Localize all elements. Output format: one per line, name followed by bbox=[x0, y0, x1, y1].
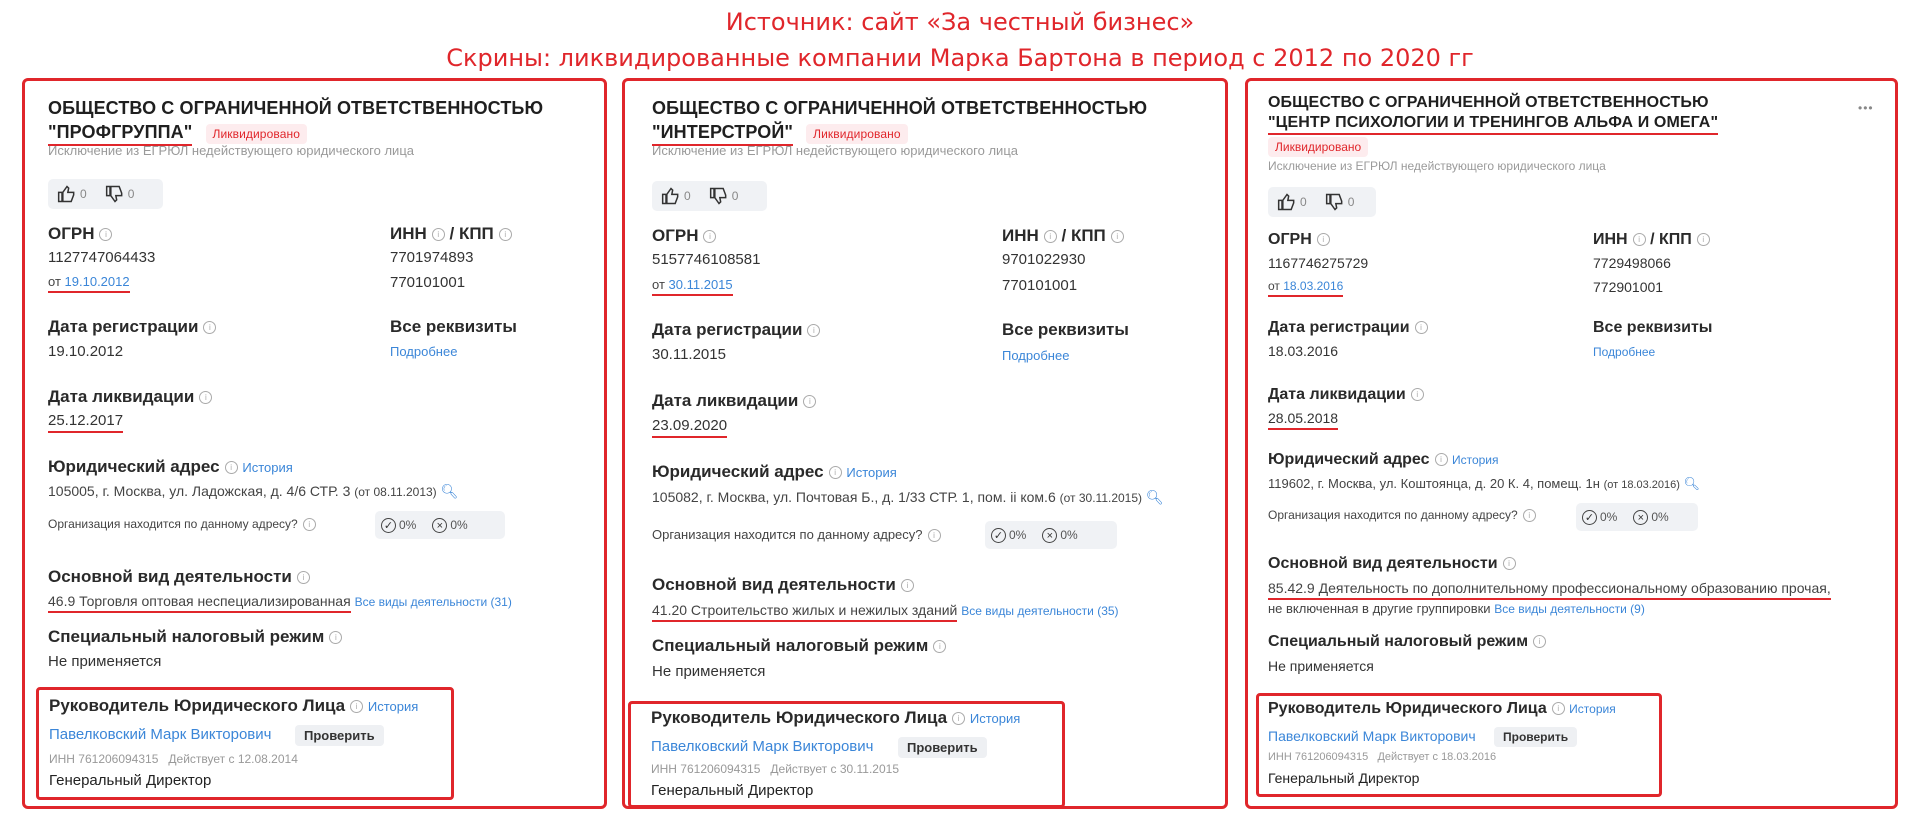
status-subtitle: Исключение из ЕГРЮЛ недействующего юридического лица bbox=[652, 143, 1018, 158]
check-icon: ✓ bbox=[381, 518, 396, 533]
deny-address-button[interactable]: × 0% bbox=[1627, 510, 1674, 525]
dislike-button[interactable]: 0 bbox=[1316, 192, 1364, 212]
reg-date-value: 19.10.2012 bbox=[48, 343, 124, 360]
manager-name-link[interactable]: Павелковский Марк Викторович bbox=[49, 726, 272, 743]
info-icon[interactable]: i bbox=[1533, 635, 1546, 648]
thumbs-up-icon bbox=[1277, 192, 1297, 212]
info-icon[interactable]: i bbox=[203, 321, 216, 334]
cross-icon: × bbox=[1042, 528, 1057, 543]
more-menu-icon[interactable]: ••• bbox=[1858, 101, 1874, 115]
history-link[interactable]: История bbox=[242, 460, 293, 475]
company-name: "ЦЕНТР ПСИХОЛОГИИ И ТРЕНИНГОВ АЛЬФА И ОМЕГА" bbox=[1268, 114, 1718, 135]
status-badge: Ликвидировано bbox=[1268, 137, 1368, 157]
status-badge: Ликвидировано bbox=[206, 124, 307, 144]
confirm-address-button[interactable]: ✓ 0% bbox=[375, 518, 422, 533]
liq-date-value: 25.12.2017 bbox=[48, 412, 123, 433]
ogrn-label: ОГРН i bbox=[48, 224, 112, 244]
manager-name-link[interactable]: Павелковский Марк Викторович bbox=[651, 738, 874, 755]
company-name: "ПРОФГРУППА" bbox=[48, 122, 192, 146]
check-button[interactable]: Проверить bbox=[898, 737, 987, 758]
reg-date-label: Дата регистрации i bbox=[48, 317, 216, 337]
search-icon[interactable]: 🔍︎ bbox=[1683, 476, 1701, 491]
info-icon[interactable]: i bbox=[1411, 388, 1424, 401]
more-link[interactable]: Подробнее bbox=[1593, 345, 1656, 359]
like-button[interactable]: 0 bbox=[48, 184, 96, 204]
manager-label: Руководитель Юридического Лица i История bbox=[651, 708, 1021, 727]
address-vote bbox=[1576, 503, 1698, 531]
header-source: Источник: сайт «За честный бизнес» bbox=[725, 8, 1195, 36]
info-icon[interactable]: i bbox=[1435, 453, 1448, 466]
manager-label: Руководитель Юридического Лица i История bbox=[1268, 700, 1616, 717]
info-icon[interactable]: i bbox=[703, 230, 716, 243]
activity-value: 85.42.9 Деятельность по дополнительному профессиональному образованию прочая, bbox=[1268, 580, 1831, 596]
tax-label: Специальный налоговый режим i bbox=[48, 627, 342, 647]
info-icon[interactable]: i bbox=[1503, 557, 1516, 570]
info-icon[interactable]: i bbox=[1317, 233, 1330, 246]
history-link[interactable]: История bbox=[367, 699, 419, 714]
inn-kpp-label: ИНН i / КПП i bbox=[1002, 226, 1124, 246]
thumbs-up-icon bbox=[57, 184, 77, 204]
ogrn-value: 5157746108581 bbox=[652, 251, 761, 268]
all-activities-link[interactable]: Все виды деятельности (35) bbox=[961, 604, 1119, 618]
manager-meta: ИНН 761206094315 Действует с 12.08.2014 bbox=[49, 752, 298, 766]
company-title: ОБЩЕСТВО С ОГРАНИЧЕННОЙ ОТВЕТСТВЕННОСТЬЮ "ПРОФГРУППА" Ликвидировано bbox=[48, 97, 543, 144]
ogrn-label: ОГРН i bbox=[652, 226, 716, 246]
cross-icon: × bbox=[432, 518, 447, 533]
company-title: ОБЩЕСТВО С ОГРАНИЧЕННОЙ ОТВЕТСТВЕННОСТЬЮ "ЦЕНТР ПСИХОЛОГИИ И ТРЕНИНГОВ АЛЬФА И ОМЕГА" bbox=[1268, 93, 1718, 133]
manager-label: Руководитель Юридического Лица i История bbox=[49, 696, 419, 715]
company-name: "ИНТЕРСТРОЙ" bbox=[652, 122, 793, 146]
manager-role: Генеральный Директор bbox=[651, 782, 814, 799]
tax-label: Специальный налоговый режим i bbox=[1268, 633, 1546, 651]
info-icon[interactable]: i bbox=[329, 631, 342, 644]
ogrn-value: 1127747064433 bbox=[48, 249, 156, 266]
ogrn-label: ОГРН i bbox=[1268, 231, 1330, 249]
thumbs-down-icon bbox=[709, 186, 729, 206]
dislike-button[interactable]: 0 bbox=[700, 186, 748, 206]
requisites-label: Все реквизиты bbox=[390, 317, 517, 336]
info-icon[interactable]: i bbox=[933, 640, 946, 653]
manager-role: Генеральный Директор bbox=[1268, 770, 1420, 786]
reg-date-value: 30.11.2015 bbox=[652, 346, 726, 363]
history-link[interactable]: История bbox=[1569, 702, 1616, 716]
info-icon[interactable]: i bbox=[1523, 509, 1536, 522]
info-icon[interactable]: i bbox=[1633, 233, 1646, 246]
status-subtitle: Исключение из ЕГРЮЛ недействующего юридического лица bbox=[1268, 159, 1606, 173]
tax-label: Специальный налоговый режим i bbox=[652, 636, 946, 656]
thumbs-down-icon bbox=[105, 184, 125, 204]
status-badge: Ликвидировано bbox=[806, 124, 907, 144]
info-icon[interactable]: i bbox=[303, 518, 316, 531]
company-card-2 bbox=[622, 78, 1228, 809]
inn-kpp-label: ИНН i / КПП i bbox=[1593, 231, 1710, 249]
manager-meta: ИНН 761206094315 Действует с 18.03.2016 bbox=[1268, 751, 1497, 763]
ogrn-value: 1167746275729 bbox=[1268, 255, 1369, 271]
address-vote bbox=[375, 511, 505, 539]
tax-value: Не применяется bbox=[652, 663, 766, 680]
tax-value: Не применяется bbox=[48, 653, 162, 670]
manager-section bbox=[36, 687, 454, 800]
info-icon[interactable]: i bbox=[99, 228, 112, 241]
info-icon[interactable]: i bbox=[225, 461, 238, 474]
info-icon[interactable]: i bbox=[807, 324, 820, 337]
info-icon[interactable]: i bbox=[432, 228, 445, 241]
thumbs-down-icon bbox=[1325, 192, 1345, 212]
address-label: Юридический адрес i История bbox=[1268, 451, 1499, 468]
info-icon[interactable]: i bbox=[1697, 233, 1710, 246]
search-icon[interactable]: 🔍︎ bbox=[1145, 489, 1164, 505]
check-icon: ✓ bbox=[991, 528, 1006, 543]
liq-date-value: 23.09.2020 bbox=[652, 417, 727, 438]
all-activities-link[interactable]: Все виды деятельности (31) bbox=[354, 595, 512, 609]
address-label: Юридический адрес i История bbox=[48, 457, 293, 476]
requisites-label: Все реквизиты bbox=[1593, 319, 1713, 336]
more-link[interactable]: Подробнее bbox=[1002, 348, 1070, 363]
check-button[interactable]: Проверить bbox=[295, 725, 384, 746]
more-link[interactable]: Подробнее bbox=[390, 344, 458, 359]
company-title: ОБЩЕСТВО С ОГРАНИЧЕННОЙ ОТВЕТСТВЕННОСТЬЮ "ИНТЕРСТРОЙ" Ликвидировано bbox=[652, 97, 1147, 144]
info-icon[interactable]: i bbox=[297, 571, 310, 584]
address-label: Юридический адрес i История bbox=[652, 462, 897, 481]
liq-date-value: 28.05.2018 bbox=[1268, 410, 1338, 430]
kpp-value: 770101001 bbox=[1002, 277, 1078, 294]
cross-icon: × bbox=[1633, 510, 1648, 525]
inn-kpp-label: ИНН i / КПП i bbox=[390, 224, 512, 244]
address-value: 105082, г. Москва, ул. Почтовая Б., д. 1/33 СТР. 1, пом. ii ком.6 (от 30.11.2015) 🔍︎ bbox=[652, 489, 1164, 505]
reg-date-value: 18.03.2016 bbox=[1268, 343, 1339, 359]
deny-address-button[interactable]: × 0% bbox=[426, 518, 473, 533]
confirm-address-button[interactable]: ✓ 0% bbox=[1576, 510, 1623, 525]
info-icon[interactable]: i bbox=[1111, 230, 1124, 243]
thumbs-up-icon bbox=[661, 186, 681, 206]
activity-value-cont: не включенная в другие группировки Все виды деятельности (9) bbox=[1268, 601, 1645, 616]
ogrn-date: от 19.10.2012 bbox=[48, 274, 130, 289]
info-icon[interactable]: i bbox=[1552, 702, 1565, 715]
search-icon[interactable]: 🔍︎ bbox=[440, 483, 459, 499]
vote-bar bbox=[48, 179, 163, 209]
status-badge-wrap bbox=[1268, 137, 1368, 157]
status-subtitle: Исключение из ЕГРЮЛ недействующего юридического лица bbox=[48, 143, 414, 158]
manager-role: Генеральный Директор bbox=[49, 772, 212, 789]
activity-value: 41.20 Строительство жилых и нежилых зданий Все виды деятельности (35) bbox=[652, 602, 1119, 618]
vote-bar bbox=[652, 181, 767, 211]
company-card-1 bbox=[22, 78, 607, 809]
reg-date-label: Дата регистрации i bbox=[1268, 319, 1428, 337]
info-icon[interactable]: i bbox=[199, 391, 212, 404]
history-link[interactable]: История bbox=[1451, 453, 1499, 467]
requisites-label: Все реквизиты bbox=[1002, 320, 1129, 339]
info-icon[interactable]: i bbox=[952, 712, 965, 725]
activity-label: Основной вид деятельности i bbox=[48, 567, 310, 587]
dislike-button[interactable]: 0 bbox=[96, 184, 144, 204]
header-caption: Скрины: ликвидированные компании Марка Бартона в период с 2012 по 2020 гг bbox=[446, 44, 1474, 72]
vote-bar bbox=[1268, 187, 1376, 217]
liq-date-label: Дата ликвидации i bbox=[1268, 386, 1424, 404]
manager-name-link[interactable]: Павелковский Марк Викторович bbox=[1268, 728, 1476, 744]
reg-date-label: Дата регистрации i bbox=[652, 320, 820, 340]
info-icon[interactable]: i bbox=[1044, 230, 1057, 243]
info-icon[interactable]: i bbox=[901, 579, 914, 592]
manager-section bbox=[1256, 693, 1662, 797]
history-link[interactable]: История bbox=[969, 711, 1021, 726]
info-icon[interactable]: i bbox=[350, 700, 363, 713]
confirm-address-button[interactable]: ✓ 0% bbox=[985, 528, 1032, 543]
address-question: Организация находится по данному адресу? i bbox=[652, 527, 941, 542]
address-value: 119602, г. Москва, ул. Коштоянца, д. 20 К. 4, помещ. 1н (от 18.03.2016) 🔍︎ bbox=[1268, 476, 1701, 491]
manager-meta: ИНН 761206094315 Действует с 30.11.2015 bbox=[651, 762, 899, 776]
activity-label: Основной вид деятельности i bbox=[1268, 555, 1516, 573]
kpp-value: 772901001 bbox=[1593, 279, 1664, 295]
info-icon[interactable]: i bbox=[803, 395, 816, 408]
check-button[interactable]: Проверить bbox=[1494, 727, 1577, 747]
liq-date-label: Дата ликвидации i bbox=[48, 387, 212, 407]
ogrn-date: от 30.11.2015 bbox=[652, 277, 733, 292]
address-question: Организация находится по данному адресу? i bbox=[1268, 508, 1536, 522]
inn-value: 7729498066 bbox=[1593, 255, 1671, 271]
company-card-3 bbox=[1245, 78, 1898, 809]
history-link[interactable]: История bbox=[846, 465, 897, 480]
manager-section bbox=[628, 701, 1065, 808]
like-button[interactable]: 0 bbox=[652, 186, 700, 206]
address-question: Организация находится по данному адресу? i bbox=[48, 517, 316, 531]
activity-label: Основной вид деятельности i bbox=[652, 575, 914, 595]
info-icon[interactable]: i bbox=[1415, 321, 1428, 334]
ogrn-date: от 18.03.2016 bbox=[1268, 279, 1343, 293]
inn-value: 7701974893 bbox=[390, 249, 474, 266]
check-icon: ✓ bbox=[1582, 510, 1597, 525]
info-icon[interactable]: i bbox=[928, 529, 941, 542]
liq-date-label: Дата ликвидации i bbox=[652, 391, 816, 411]
address-value: 105005, г. Москва, ул. Ладожская, д. 4/6 СТР. 3 (от 08.11.2013) 🔍︎ bbox=[48, 483, 459, 499]
inn-value: 9701022930 bbox=[1002, 251, 1086, 268]
all-activities-link[interactable]: Все виды деятельности (9) bbox=[1494, 602, 1645, 616]
deny-address-button[interactable]: × 0% bbox=[1036, 528, 1083, 543]
address-vote bbox=[985, 521, 1117, 549]
activity-value: 46.9 Торговля оптовая неспециализированная Все виды деятельности (31) bbox=[48, 593, 512, 609]
info-icon[interactable]: i bbox=[829, 466, 842, 479]
like-button[interactable]: 0 bbox=[1268, 192, 1316, 212]
tax-value: Не применяется bbox=[1268, 658, 1374, 674]
kpp-value: 770101001 bbox=[390, 274, 466, 291]
info-icon[interactable]: i bbox=[499, 228, 512, 241]
